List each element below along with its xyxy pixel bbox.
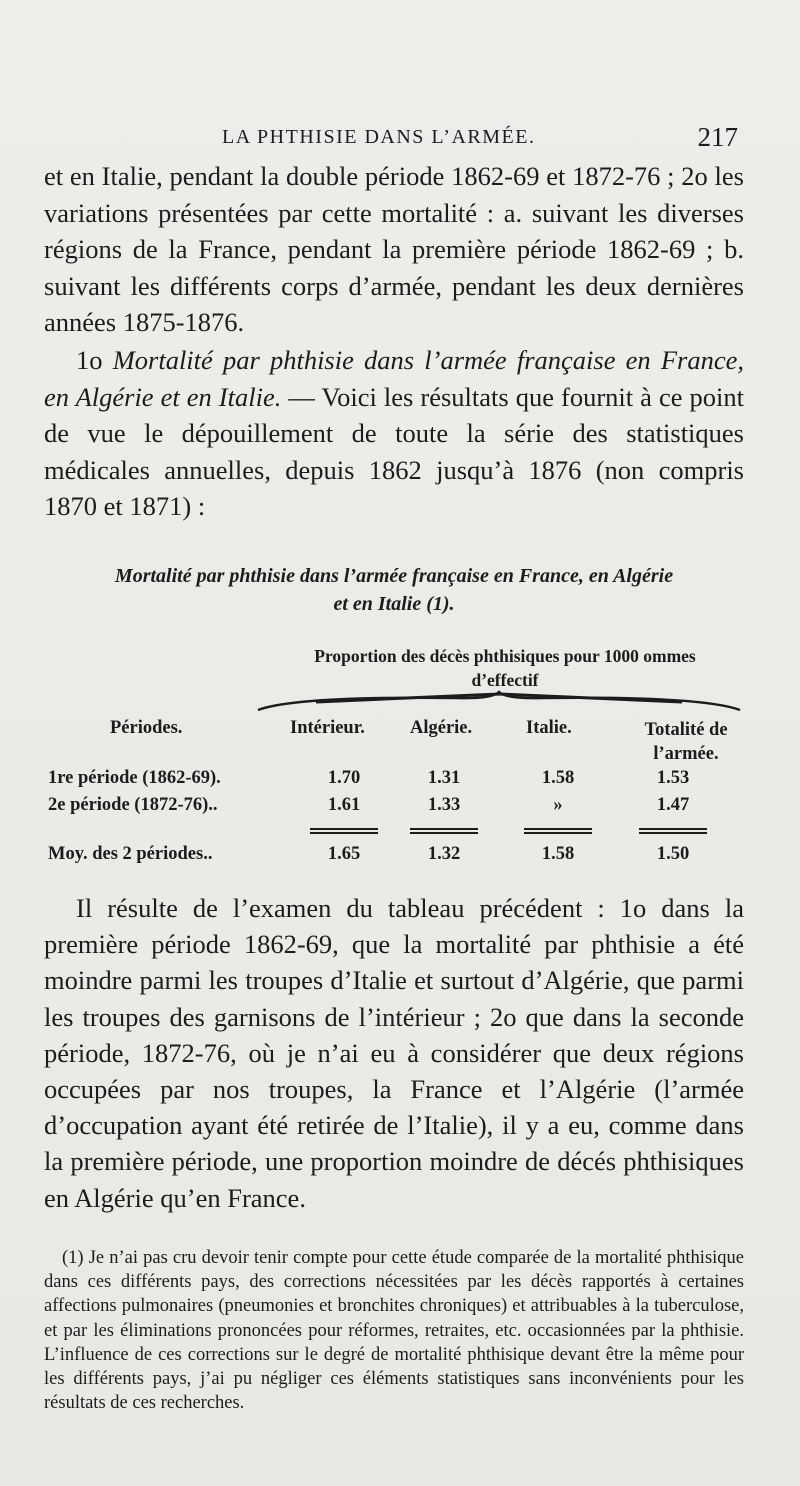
table-row (44, 795, 744, 822)
cell-total: 1.53 (656, 768, 690, 788)
page-number: 217 (697, 122, 738, 152)
row-label: Moy. des 2 périodes.. (48, 844, 213, 864)
paragraph-3-text: Il résulte de l’examen du tableau précédent : 1o dans la première période 1862-69, que la mortalité par phthisie a été moindre parmi les troupes d’Italie et surtout d’Algérie, que parmi les troupes des garnisons de l’intérieur ; 2o que dans la seconde période, 1872-76, où je n’ai eu à considérer que deux régions occupées par nos troupes, la France et l’Algérie (l’armée d’occupation ayant été retirée de l’Italie), il y a eu, comme dans la première période, une proportion moindre de décés phthisiques en Algérie qu’en France. (44, 893, 744, 1213)
table-title (44, 562, 744, 618)
table-header (44, 716, 744, 768)
header-periods: Périodes. (110, 718, 183, 738)
cell-total: 1.47 (656, 795, 690, 815)
running-title: LA PHTHISIE DANS L’ARMÉE. (222, 126, 536, 148)
running-head (44, 122, 744, 154)
header-total (640, 718, 732, 766)
cell-algeria: 1.33 (427, 795, 461, 815)
table-row-average (44, 844, 744, 871)
section-number: 1o (76, 345, 103, 375)
cell-interior: 1.65 (327, 844, 361, 864)
header-interior: Intérieur. (290, 718, 365, 738)
cell-interior: 1.61 (327, 795, 361, 815)
footnote-text: (1) Je n’ai pas cru devoir tenir compte pour cette étude comparée de la mortalité phthisique dans ces différents pays, des corrections nécessitées par les décès rapportés à certaines affections pulmonaires (pneumonies et bronchites chroniques) et attribuables à la tuberculose, et par les éliminations prononcées pour réformes, retraites, etc. occasionnées par la phthisie. L’influence de ces corrections sur le degré de mortalité phthisique devant être la même pour les différents pays, j’ai pu négliger ces éléments statistiques sans inconvénients pour les résultats de ces recherches. (44, 1248, 744, 1414)
cell-italy: 1.58 (541, 844, 575, 864)
mortality-table (44, 716, 744, 871)
header-total-line-1: Totalité de (644, 720, 728, 740)
cell-algeria: 1.31 (427, 768, 461, 788)
row-label: 1re période (1862-69). (48, 768, 221, 788)
proportion-header (270, 644, 740, 692)
sum-rules (44, 822, 744, 844)
paragraph-2 (44, 342, 744, 525)
cell-algeria: 1.32 (427, 844, 461, 864)
paragraph-1-text: et en Italie, pendant la double période 1862-69 et 1872-76 ; 2o les variations présentées par cette mortalité : a. suivant les diverses régions de la France, pendant la première période 1862-69 ; b. suivant les différents corps d’armée, pendant les deux dernières années 1875-1876. (44, 161, 744, 338)
section-title: Mortalité par phthisie dans l’armée française en France, en Algérie et en Italie. (44, 345, 745, 412)
sum-rule (524, 828, 592, 834)
paragraph-3 (44, 890, 744, 1216)
table-title-line-1: Mortalité par phthisie dans l’armée française en France, en Algérie (114, 565, 674, 587)
sum-rule (639, 828, 707, 834)
header-italy: Italie. (526, 718, 572, 738)
table-title-line-2: et en Italie (1). (333, 593, 455, 615)
sum-rule (310, 828, 378, 834)
sum-rule (410, 828, 478, 834)
row-label: 2e période (1872-76).. (48, 795, 218, 815)
header-total-line-2: l’armée. (653, 744, 719, 764)
paragraph-1 (44, 158, 744, 341)
cell-italy: » (553, 795, 563, 815)
paragraph-2-text: — Voici les résultats que fournit à ce point de vue le dépouillement de toute la série des statistiques médicales annuelles, depuis 1862 jusqu’à 1876 (non compris 1870 et 1871) : (44, 381, 744, 522)
cell-total: 1.50 (656, 844, 690, 864)
footnote (44, 1246, 744, 1415)
cell-italy: 1.58 (541, 768, 575, 788)
proportion-header-line-1: Proportion des décès phthisiques pour 1000 ommes (314, 646, 696, 666)
brace-icon (256, 690, 742, 712)
proportion-header-line-2: d’effectif (471, 670, 539, 690)
table-row (44, 768, 744, 795)
cell-interior: 1.70 (327, 768, 361, 788)
header-algeria: Algérie. (410, 718, 473, 738)
